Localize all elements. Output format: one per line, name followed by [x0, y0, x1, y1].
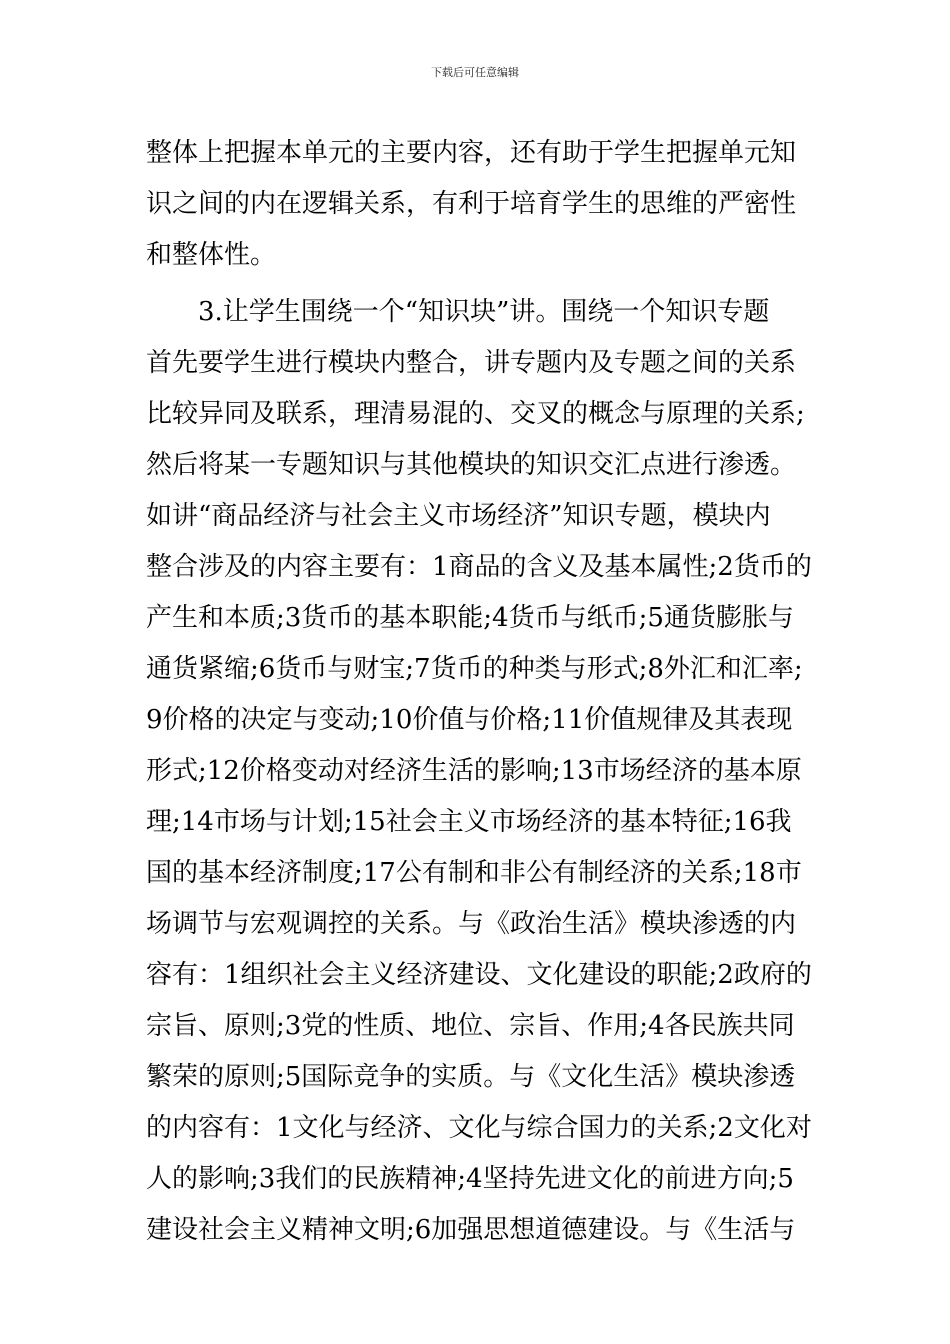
text-line: 和整体性。	[146, 240, 277, 270]
text-line: 形式;12价格变动对经济生活的影响;13市场经济的基本原	[146, 756, 802, 786]
text-line: 理;14市场与计划;15社会主义市场经济的基本特征;16我	[146, 807, 792, 837]
text-line: 识之间的内在逻辑关系，有利于培育学生的思维的严密性	[146, 189, 797, 219]
text-line: 如讲“商品经济与社会主义市场经济”知识专题，模块内	[146, 501, 771, 531]
text-line: 通货紧缩;6货币与财宝;7货币的种类与形式;8外汇和汇率;	[146, 654, 803, 684]
page-header: 下载后可任意编辑	[431, 66, 519, 79]
text-line: 的内容有：1文化与经济、文化与综合国力的关系;2文化对	[146, 1113, 812, 1143]
text-line: 首先要学生进行模块内整合，讲专题内及专题之间的关系	[146, 348, 797, 378]
text-line: 整合涉及的内容主要有：1商品的含义及基本属性;2货币的	[146, 552, 812, 582]
text-line: 建设社会主义精神文明;6加强思想道德建设。与《生活与	[146, 1215, 796, 1245]
text-line: 比较异同及联系，理清易混的、交叉的概念与原理的关系;	[146, 399, 805, 429]
text-line: 国的基本经济制度;17公有制和非公有制经济的关系;18市	[146, 858, 802, 888]
text-line: 繁荣的原则;5国际竞争的实质。与《文化生活》模块渗透	[146, 1062, 796, 1092]
text-line: 场调节与宏观调控的关系。与《政治生活》模块渗透的内	[146, 909, 797, 939]
text-line: 产生和本质;3货币的基本职能;4货币与纸币;5通货膨胀与	[146, 603, 794, 633]
text-line: 9价格的决定与变动;10价值与价格;11价值规律及其表现	[146, 705, 793, 735]
text-line: 整体上把握本单元的主要内容，还有助于学生把握单元知	[146, 138, 797, 168]
document-body	[146, 128, 810, 1256]
text-line: 然后将某一专题知识与其他模块的知识交汇点进行渗透。	[146, 450, 797, 480]
text-line: 3.让学生围绕一个“知识块”讲。围绕一个知识专题	[146, 297, 770, 327]
text-line: 宗旨、原则;3党的性质、地位、宗旨、作用;4各民族共同	[146, 1011, 795, 1041]
text-line: 人的影响;3我们的民族精神;4坚持先进文化的前进方向;5	[146, 1164, 794, 1194]
text-line: 容有：1组织社会主义经济建设、文化建设的职能;2政府的	[146, 960, 812, 990]
paragraph-2	[146, 287, 810, 1256]
paragraph-1	[146, 128, 810, 281]
